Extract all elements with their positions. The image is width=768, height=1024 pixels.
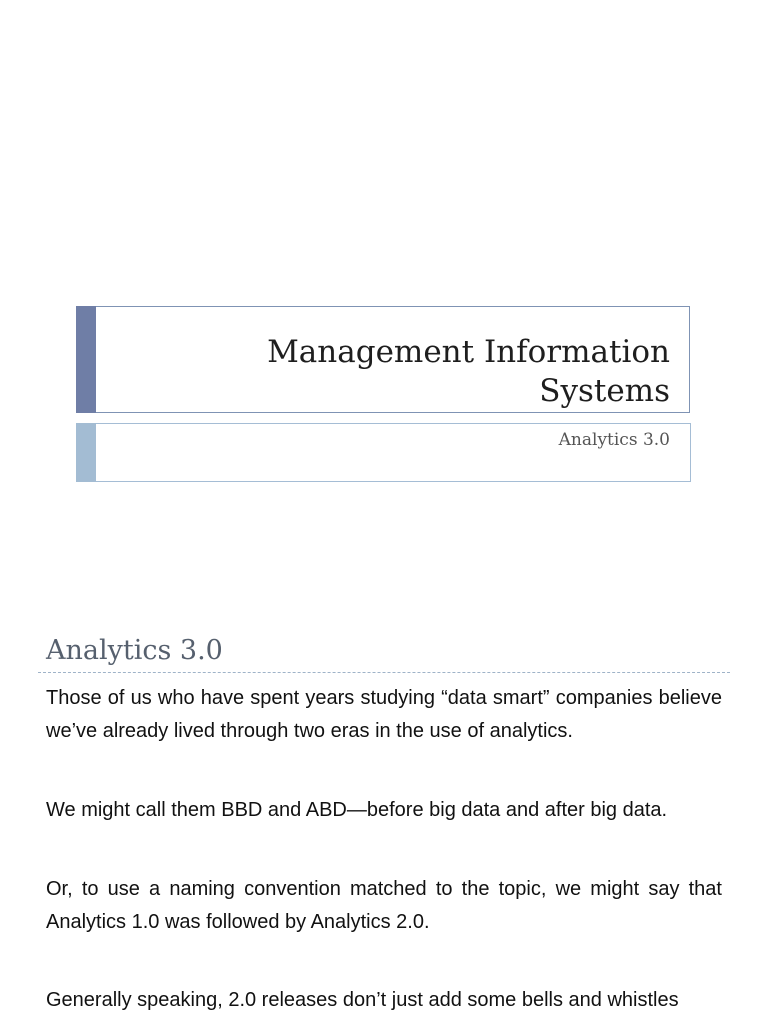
paragraph: We might call them BBD and ABD—before big data and after big data. (46, 799, 668, 821)
paragraph: Or, to use a naming convention matched to the topic, we might say that Analytics 1.0 was followed by Analytics 2.0. (46, 878, 722, 933)
subtitle-box (76, 423, 691, 482)
slide-title: Management Information Systems (267, 334, 670, 409)
title-box (76, 306, 690, 413)
section-heading: Analytics 3.0 (46, 635, 223, 666)
paragraph: Those of us who have spent years studying “data smart” companies believe we’ve already lived through two eras in the use of analytics. (46, 687, 722, 742)
title-accent-bar (76, 306, 96, 413)
heading-divider (38, 672, 730, 673)
slide-subtitle: Analytics 3.0 (558, 430, 670, 450)
paragraph: Generally speaking, 2.0 releases don’t just add some bells and whistles (46, 989, 679, 1011)
subtitle-accent-bar (76, 423, 96, 482)
